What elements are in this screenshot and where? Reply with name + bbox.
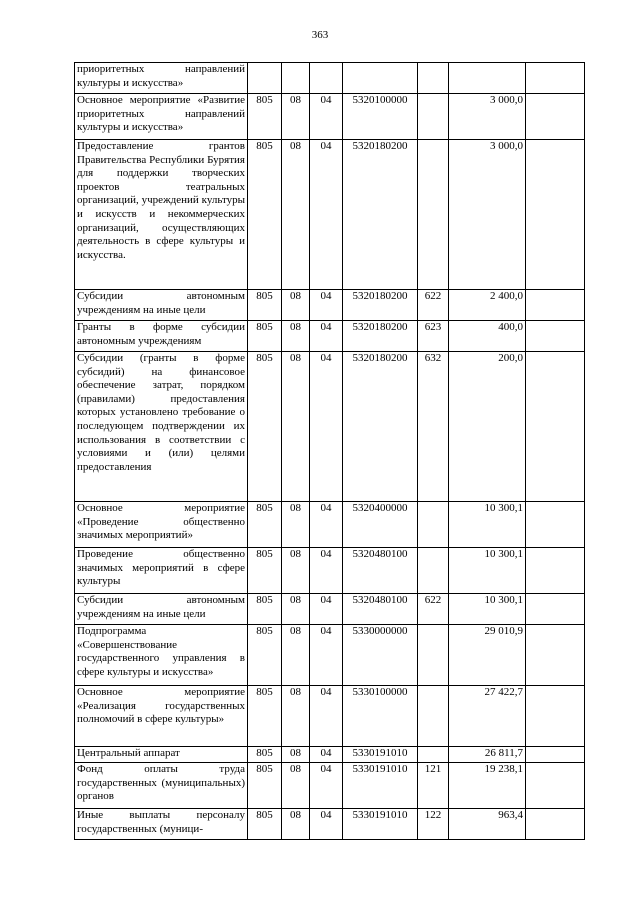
- extra-value: [526, 63, 585, 94]
- subsection-code: 04: [310, 321, 343, 352]
- section-code: 08: [282, 809, 310, 840]
- row-name: приоритетных направлений культуры и искусства»: [75, 63, 248, 94]
- expense-type-code: 122: [418, 809, 449, 840]
- section-code: 08: [282, 321, 310, 352]
- extra-value: [526, 94, 585, 140]
- ministry-code: 805: [248, 321, 282, 352]
- ministry-code: 805: [248, 625, 282, 686]
- budget-table: [74, 62, 585, 840]
- row-name: Основное мероприятие «Проведение общественно значимых мероприятий»: [75, 502, 248, 548]
- subsection-code: 04: [310, 548, 343, 594]
- extra-value: [526, 290, 585, 321]
- target-article-code: [343, 63, 418, 94]
- target-article-code: 5320480100: [343, 548, 418, 594]
- table-row: [75, 352, 585, 502]
- table-row: [75, 686, 585, 747]
- section-code: 08: [282, 625, 310, 686]
- subsection-code: 04: [310, 594, 343, 625]
- subsection-code: 04: [310, 290, 343, 321]
- extra-value: [526, 502, 585, 548]
- target-article-code: 5330191010: [343, 747, 418, 763]
- table-row: [75, 747, 585, 763]
- table-row: [75, 763, 585, 809]
- subsection-code: 04: [310, 809, 343, 840]
- page-number: 363: [311, 29, 329, 41]
- section-code: 08: [282, 140, 310, 290]
- table-row: [75, 625, 585, 686]
- amount-value: 200,0: [449, 352, 526, 502]
- ministry-code: 805: [248, 94, 282, 140]
- expense-type-code: 623: [418, 321, 449, 352]
- ministry-code: 805: [248, 809, 282, 840]
- ministry-code: 805: [248, 140, 282, 290]
- extra-value: [526, 548, 585, 594]
- target-article-code: 5330191010: [343, 763, 418, 809]
- amount-value: 10 300,1: [449, 594, 526, 625]
- target-article-code: 5320180200: [343, 352, 418, 502]
- expense-type-code: [418, 747, 449, 763]
- extra-value: [526, 594, 585, 625]
- table-row: [75, 594, 585, 625]
- subsection-code: 04: [310, 94, 343, 140]
- row-name: Субсидии автономным учреждениям на иные цели: [75, 290, 248, 321]
- amount-value: 26 811,7: [449, 747, 526, 763]
- subsection-code: 04: [310, 625, 343, 686]
- amount-value: 10 300,1: [449, 502, 526, 548]
- subsection-code: 04: [310, 763, 343, 809]
- row-name: Подпрограмма «Совершенствование государственного управления в сфере культуры и искусства»: [75, 625, 248, 686]
- section-code: 08: [282, 763, 310, 809]
- expense-type-code: [418, 625, 449, 686]
- target-article-code: 5320480100: [343, 594, 418, 625]
- section-code: 08: [282, 548, 310, 594]
- row-name: Фонд оплаты труда государственных (муниципальных) органов: [75, 763, 248, 809]
- row-name: Предоставление грантов Правительства Республики Бурятия для поддержки творческих проектов театральных организаций, учреждений культуры и искусств и некоммерческих организаций, осуществляющих деятельность в сфере культуры и искусства.: [75, 140, 248, 290]
- extra-value: [526, 747, 585, 763]
- target-article-code: 5320180200: [343, 140, 418, 290]
- section-code: 08: [282, 502, 310, 548]
- subsection-code: 04: [310, 140, 343, 290]
- expense-type-code: [418, 548, 449, 594]
- extra-value: [526, 763, 585, 809]
- subsection-code: 04: [310, 502, 343, 548]
- amount-value: 2 400,0: [449, 290, 526, 321]
- section-code: 08: [282, 594, 310, 625]
- target-article-code: 5330100000: [343, 686, 418, 747]
- table-row: [75, 94, 585, 140]
- ministry-code: 805: [248, 686, 282, 747]
- amount-value: [449, 63, 526, 94]
- section-code: 08: [282, 352, 310, 502]
- amount-value: 3 000,0: [449, 140, 526, 290]
- amount-value: 19 238,1: [449, 763, 526, 809]
- extra-value: [526, 809, 585, 840]
- ministry-code: 805: [248, 290, 282, 321]
- target-article-code: 5320400000: [343, 502, 418, 548]
- target-article-code: 5330191010: [343, 809, 418, 840]
- subsection-code: [310, 63, 343, 94]
- extra-value: [526, 686, 585, 747]
- amount-value: 29 010,9: [449, 625, 526, 686]
- section-code: [282, 63, 310, 94]
- ministry-code: [248, 63, 282, 94]
- target-article-code: 5320180200: [343, 321, 418, 352]
- amount-value: 27 422,7: [449, 686, 526, 747]
- subsection-code: 04: [310, 747, 343, 763]
- ministry-code: 805: [248, 763, 282, 809]
- table-row: [75, 63, 585, 94]
- table-row: [75, 809, 585, 840]
- section-code: 08: [282, 94, 310, 140]
- row-name: Иные выплаты персоналу государственных (муници-: [75, 809, 248, 840]
- amount-value: 3 000,0: [449, 94, 526, 140]
- target-article-code: 5330000000: [343, 625, 418, 686]
- table-row: [75, 321, 585, 352]
- ministry-code: 805: [248, 352, 282, 502]
- row-name: Гранты в форме субсидии автономным учреждениям: [75, 321, 248, 352]
- row-name: Центральный аппарат: [75, 747, 248, 763]
- expense-type-code: [418, 686, 449, 747]
- subsection-code: 04: [310, 352, 343, 502]
- expense-type-code: [418, 94, 449, 140]
- amount-value: 10 300,1: [449, 548, 526, 594]
- section-code: 08: [282, 686, 310, 747]
- expense-type-code: [418, 63, 449, 94]
- ministry-code: 805: [248, 502, 282, 548]
- row-name: Основное мероприятие «Развитие приоритетных направлений культуры и искусства»: [75, 94, 248, 140]
- subsection-code: 04: [310, 686, 343, 747]
- expense-type-code: 121: [418, 763, 449, 809]
- ministry-code: 805: [248, 594, 282, 625]
- expense-type-code: 632: [418, 352, 449, 502]
- extra-value: [526, 321, 585, 352]
- target-article-code: 5320100000: [343, 94, 418, 140]
- table-row: [75, 548, 585, 594]
- amount-value: 400,0: [449, 321, 526, 352]
- amount-value: 963,4: [449, 809, 526, 840]
- expense-type-code: 622: [418, 290, 449, 321]
- table-body: [75, 63, 585, 840]
- extra-value: [526, 352, 585, 502]
- section-code: 08: [282, 747, 310, 763]
- ministry-code: 805: [248, 548, 282, 594]
- expense-type-code: [418, 140, 449, 290]
- ministry-code: 805: [248, 747, 282, 763]
- table-row: [75, 290, 585, 321]
- expense-type-code: [418, 502, 449, 548]
- table-row: [75, 502, 585, 548]
- table-row: [75, 140, 585, 290]
- section-code: 08: [282, 290, 310, 321]
- row-name: Субсидии (гранты в форме субсидий) на финансовое обеспечение затрат, порядком (правилами) предоставления которых установлено требование о последующем подтверждении их использования в соответствии с условиями и (или) целями предоставления: [75, 352, 248, 502]
- target-article-code: 5320180200: [343, 290, 418, 321]
- expense-type-code: 622: [418, 594, 449, 625]
- extra-value: [526, 140, 585, 290]
- extra-value: [526, 625, 585, 686]
- row-name: Субсидии автономным учреждениям на иные цели: [75, 594, 248, 625]
- row-name: Проведение общественно значимых мероприятий в сфере культуры: [75, 548, 248, 594]
- row-name: Основное мероприятие «Реализация государственных полномочий в сфере культуры»: [75, 686, 248, 747]
